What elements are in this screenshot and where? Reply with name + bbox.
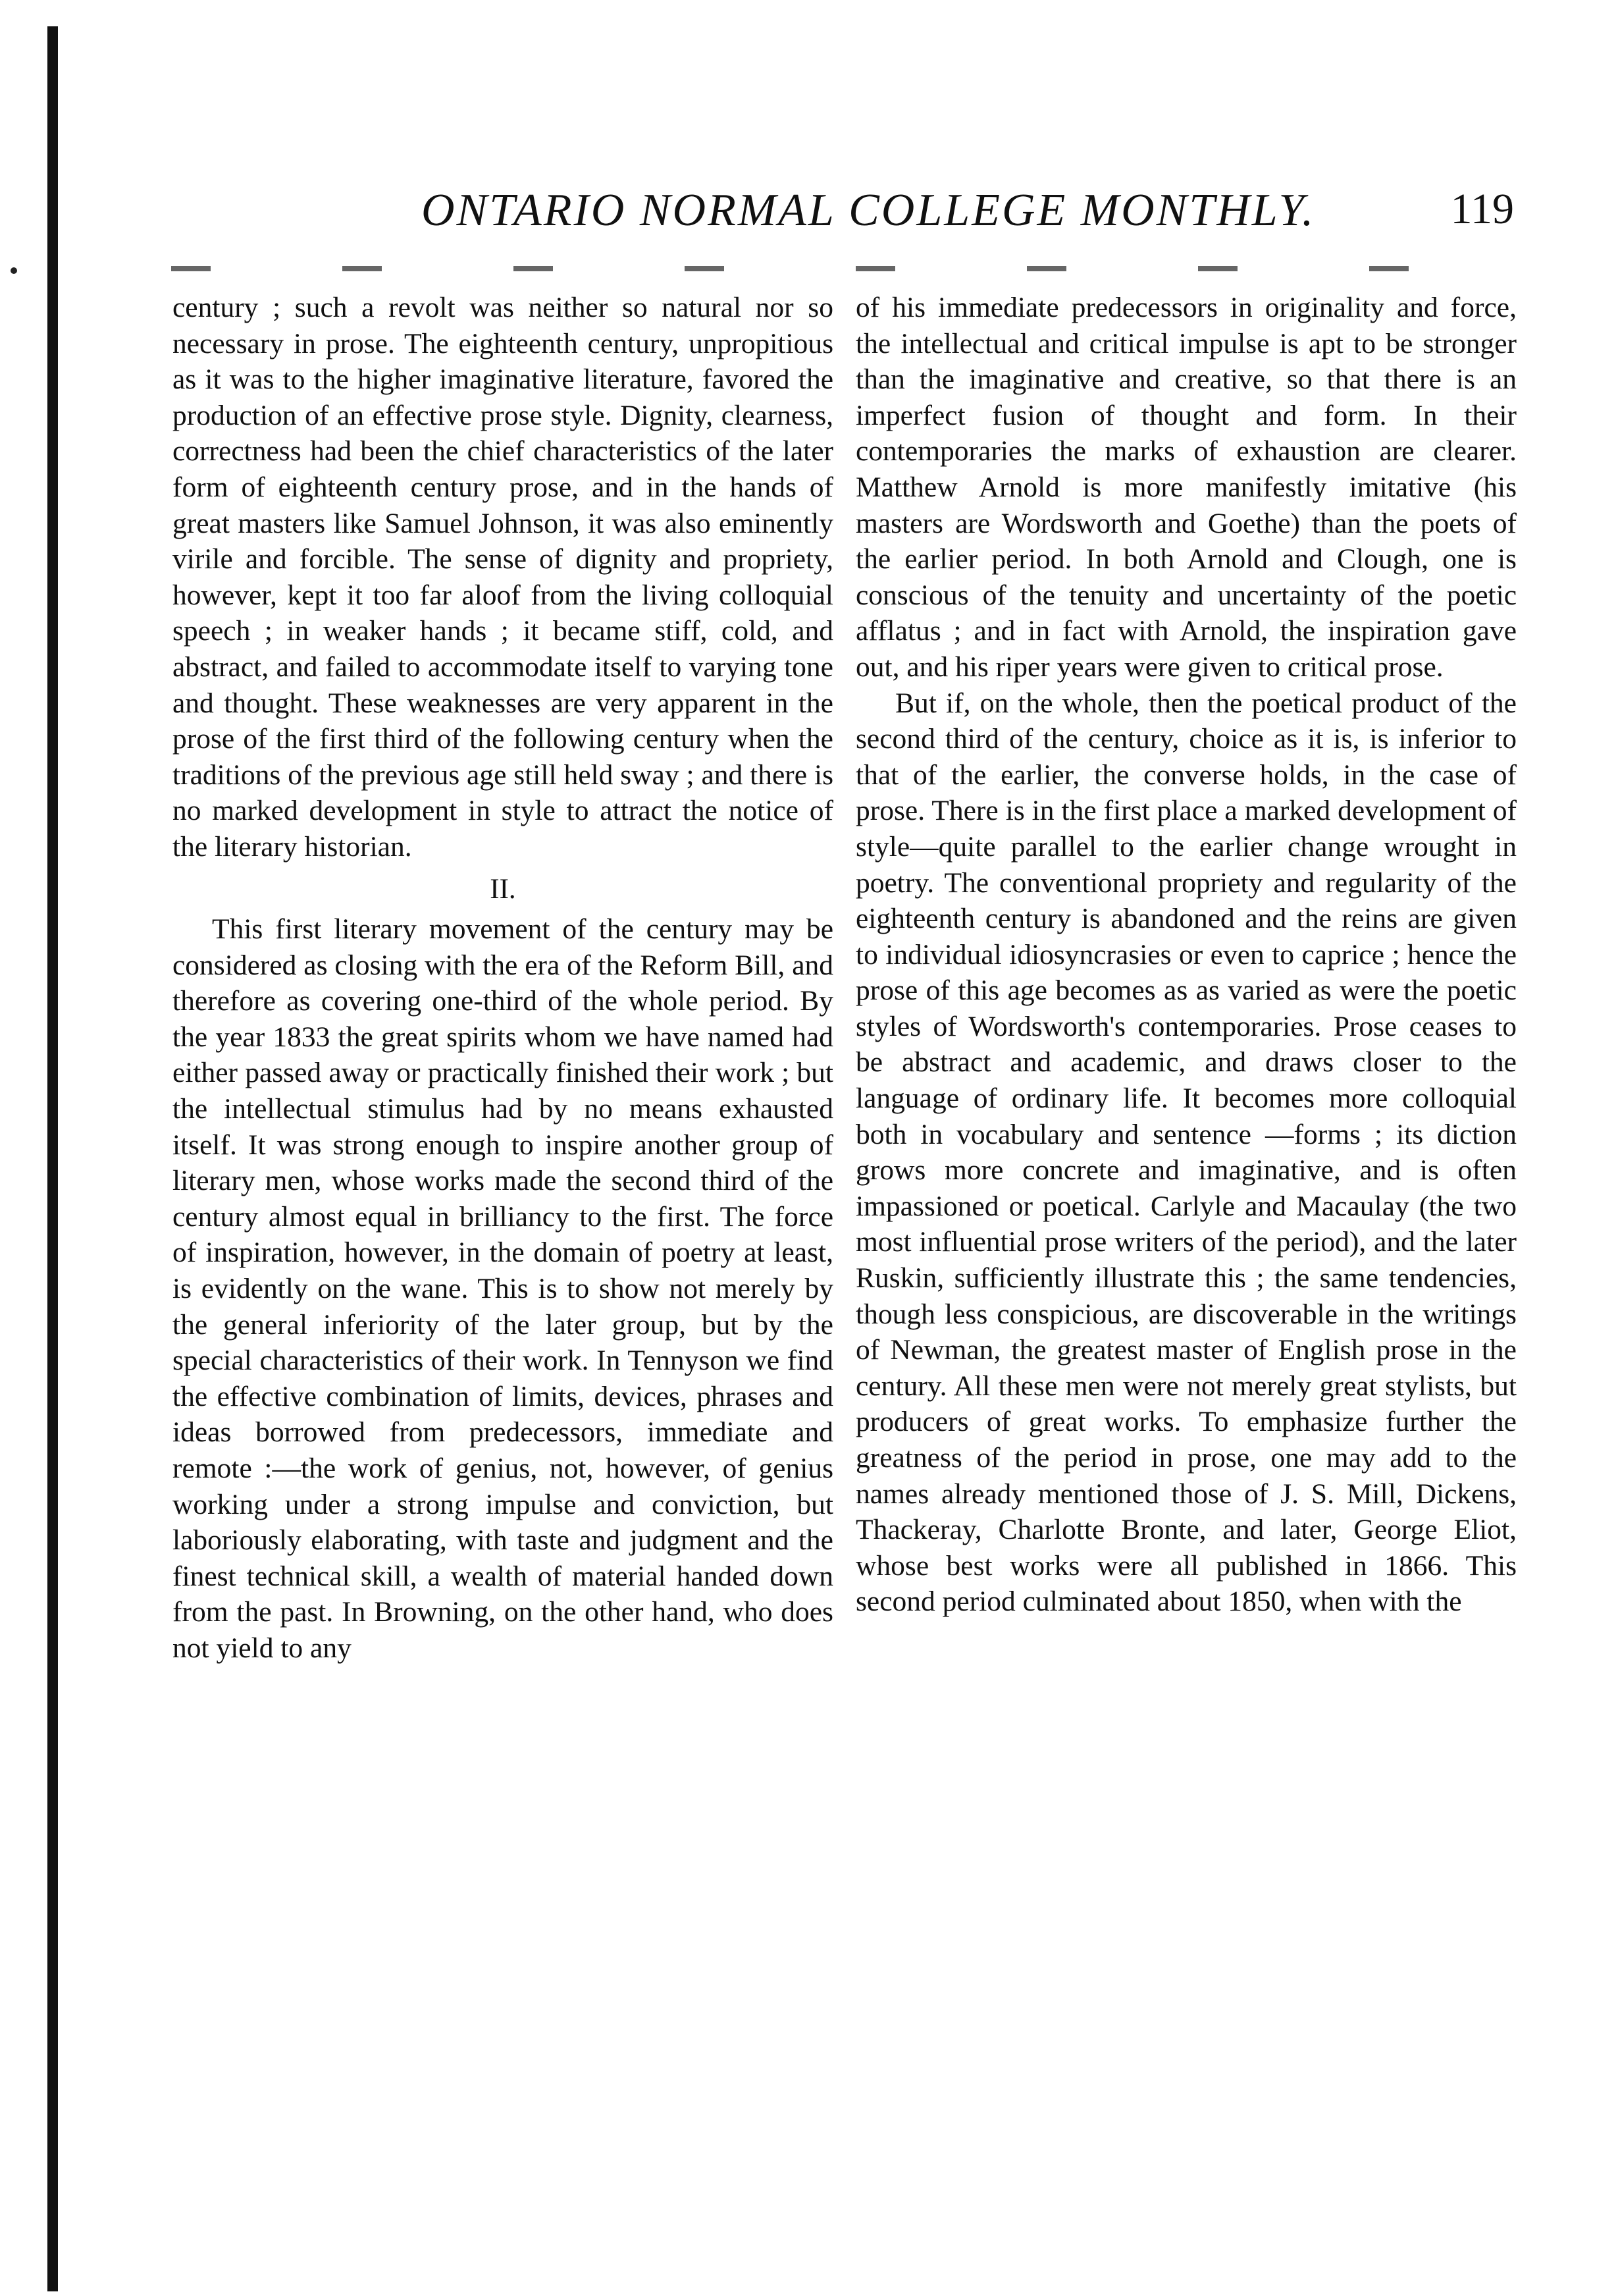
binding-edge-rule (47, 26, 58, 2291)
running-title: ONTARIO NORMAL COLLEGE MONTHLY. (421, 185, 1316, 236)
left-column (172, 290, 833, 1667)
header-rule (171, 266, 1514, 271)
right-paragraph-1: of his immediate predecessors in originality and force, the intellectual and critical impulse is apt to be stronger than the imaginative and creative, so that there is an imperfect fusion of thought and form. In their contemporaries the marks of exhaustion are clearer. Matthew Arnold is more manifestly imitative (his masters are Wordsworth and Goethe) than the poets of the earlier period. In both Arnold and Clough, one is conscious of the tenuity and uncertainty of the poetic afflatus ; and in fact with Arnold, the inspiration gave out, and his riper years were given to critical prose. (856, 292, 1517, 683)
margin-speck (11, 267, 17, 274)
left-paragraph-1: century ; such a revolt was neither so natural nor so necessary in prose. The eighteenth century, unpropitious as it was to the higher imaginative literature, favored the production of an effective prose style. Dignity, clearness, correctness had been the chief characteristics of the later form of eighteenth century prose, and in the hands of great masters like Samuel Johnson, it was also eminently virile and forcible. The sense of dignity and propriety, however, kept it too far aloof from the living colloquial speech ; in weaker hands ; it became stiff, cold, and abstract, and failed to accommodate itself to varying tone and thought. These weaknesses are very apparent in the prose of the first third of the following century when the traditions of the previous age still held sway ; and there is no marked development in style to attract the notice of the literary historian. (172, 292, 833, 863)
section-number: II. (490, 873, 516, 905)
right-column (856, 290, 1517, 1620)
page-header (171, 184, 1514, 257)
right-paragraph-2: But if, on the whole, then the poetical product of the second third of the century, choice as it is, is inferior to that of the earlier, the converse holds, in the case of prose. There is in the first place a marked development of style—quite parallel to the earlier change wrought in poetry. The conventional propriety and regularity of the eighteenth century is abandoned and the reins are given to individual idiosyncrasies or even to caprice ; hence the prose of this age becomes as as varied as were the poetic styles of Wordsworth's contemporaries. Prose ceases to be abstract and academic, and draws closer to the language of ordinary life. It becomes more colloquial both in vocabulary and sentence —forms ; its diction grows more concrete and imaginative, and is often impassioned or poetical. Carlyle and Macaulay (the two most influential prose writers of the period), and the later Ruskin, sufficiently illustrate this ; the same tendencies, though less conspicious, are discoverable in the writings of Newman, the greatest master of English prose in the century. All these men were not merely great stylists, but producers of great works. To emphasize further the greatness of the period in prose, one may add to the names already mentioned those of J. S. Mill, Dickens, Thackeray, Charlotte Bronte, and later, George Eliot, whose best works were all published in 1866. This second period culminated about 1850, when with the (856, 687, 1517, 1618)
left-paragraph-2: This first literary movement of the century may be considered as closing with the era of the Reform Bill, and therefore as covering one-third of the whole period. By the year 1833 the great spirits whom we have named had either passed away or practically finished their work ; but the intellectual stimulus had by no means exhausted itself. It was strong enough to inspire another group of literary men, whose works made the second third of the century almost equal in brilliancy to the first. The force of inspiration, however, in the domain of poetry at least, is evidently on the wane. This is to show not merely by the general inferiority of the later group, but by the special characteristics of their work. In Tennyson we find the effective combination of limits, devices, phrases and ideas borrowed from predecessors, immediate and remote :—the work of genius, not, however, of genius working under a strong impulse and conviction, but laboriously elaborating, with taste and judgment and the finest technical skill, a wealth of material handed down from the past. In Browning, on the other hand, who does not yield to any (172, 913, 833, 1664)
page-number: 119 (1450, 185, 1514, 233)
